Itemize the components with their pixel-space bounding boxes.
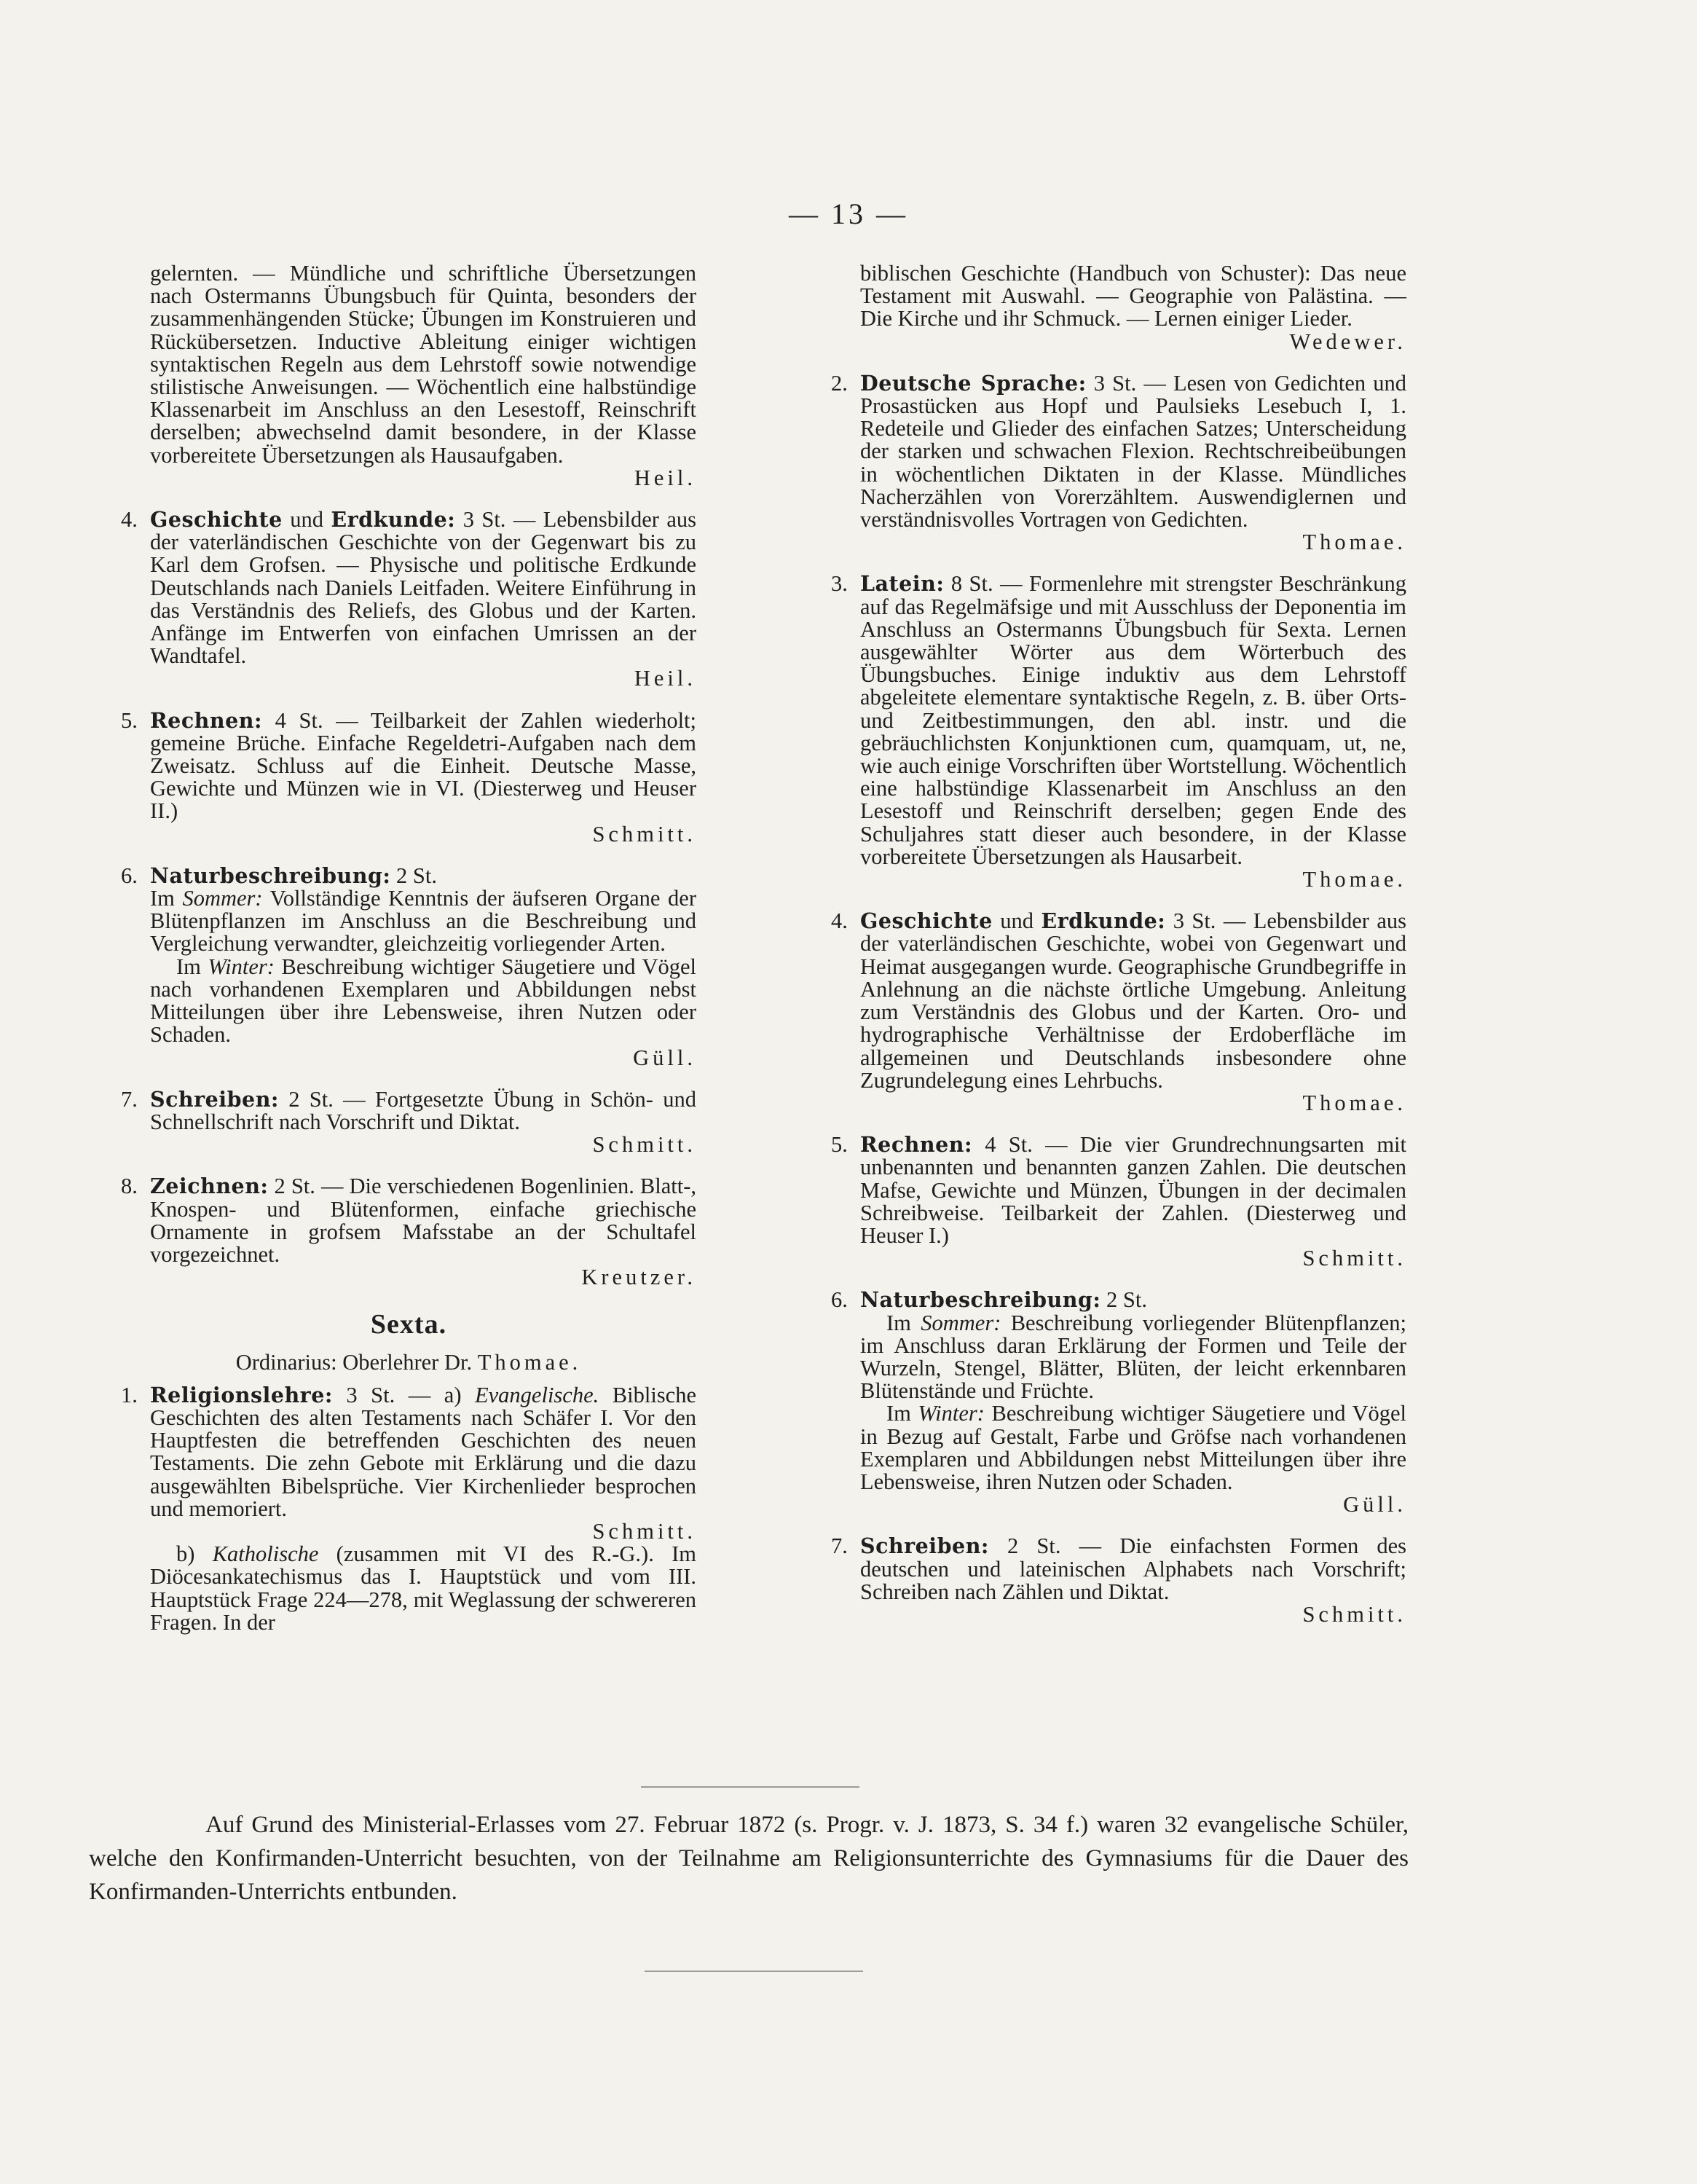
signature: Schmitt. [592,1518,696,1544]
page-number: — 13 — [789,197,908,230]
signature: Güll. [1343,1492,1406,1517]
item-number: 5. [831,1132,848,1158]
item-title: Deutsche Sprache: [860,370,1087,396]
text: und [992,908,1042,934]
ordinarius-line [121,1351,696,1374]
footnote-text: Auf Grund des Ministerial-Erlasses vom 27. Februar 1872 (s. Progr. v. J. 1873, S. 34 f.) waren 32 evangelische Schüler, welche den Konfirmanden-Unterricht besuchten, von der Teilnahme am Religionsunterrichte des Gymnasiums für die Dauer des Konfirmanden-Unterrichts entbunden. [89,1812,1409,1905]
item-title: Schreiben: [860,1533,989,1559]
text: 4 St. — Die vier Grundrechnungsarten mit unbenannten und benannten ganzen Zahlen. Die deutschen Mafse, Gewichte und Münzen, Übungen in der decimalen Schreibweise. Teilbarkeit der Zahlen. (Diesterweg und Heuser I.) [860,1132,1406,1248]
list-item [831,372,1406,554]
list-item [121,1384,696,1634]
teacher-name: Thomae. [477,1349,582,1375]
item-title: Naturbeschreibung: [150,863,391,888]
signature: Schmitt. [1302,1601,1406,1627]
list-item [121,865,696,1069]
text: Winter: [208,954,275,979]
signature: Schmitt. [592,1132,696,1158]
paragraph [150,1088,696,1134]
paragraph [150,956,696,1047]
paragraph: gelernten. — Mündliche und schriftliche Übersetzungen nach Ostermanns Übungsbuch für Quinta, besonders der zusammenhängenden Stücke; Übungen im Konstruieren und Rückübersetzen. Inductive Ableitung einiger wichtigen syntaktischen Regeln aus dem Lehrstoff sowie notwendige stilistische Anweisungen. — Wöchentlich eine halbstündige Klassenarbeit im Anschluss an den Lesestoff, Reinschrift derselben; abwechselnd damit besondere, in der Klasse vorbereitete Übersetzungen als Hausaufgaben. [150,261,696,468]
text: Evangelische. [475,1382,599,1407]
text: Beschreibung vorliegender Blütenpflanzen; im Anschluss daran Erklärung der Formen und Teile der Wurzeln, Stengel, Blätter, Blüten, der leicht erkennbaren Blütenstände und Früchte. [860,1310,1407,1404]
text: 3 St. — a) [332,1382,476,1407]
text: Winter: [918,1401,985,1426]
text: Beschreibung wichtiger Säugetiere und Vögel in Bezug auf Gestalt, Farbe und Gröfse nach vorhandenen Exemplaren und Abbildungen nebst Mitteilungen über ihre Lebensweise, ihren Nutzen oder Schaden. [860,1401,1406,1494]
text: Sommer: [182,886,263,911]
text: Beschreibung wichtiger Säugetiere und Vögel nach vorhandenen Exemplaren und Abbildungen nebst Mitteilungen über ihre Lebensweise, ihren Nutzen oder Schaden. [150,954,696,1048]
list-item [121,508,696,691]
paragraph [860,372,1406,531]
paragraph [150,508,696,667]
item-title: Latein: [860,571,945,597]
divider [645,1971,863,1972]
text: 3 St. — Lesen von Gedichten und Prosastücken aus Hopf und Paulsieks Lesebuch I, 1. Redeteile und Glieder des einfachen Satzes; Unterscheidung der starken und schwachen Flexion. Rechtschreibeübungen in wöchentlichen Diktaten in der Klasse. Mündliches Nacherzählen von Vorerzähltem. Auswendiglernen und verständnisvolles Vortragen von Gedichten. [860,370,1406,533]
item-number: 8. [121,1174,138,1199]
signature: Heil. [634,666,696,691]
signature: Kreutzer. [581,1265,696,1290]
left-continuation [121,262,696,490]
item-number: 6. [121,863,138,888]
paragraph [860,910,1406,1092]
text: 4 St. — Teilbarkeit der Zahlen wiederholt; gemeine Brüche. Einfache Regeldetri-Aufgaben nach dem Zweisatz. Schluss auf die Einheit. Deutsche Masse, Gewichte und Münzen wie in VI. (Diesterweg und Heuser II.) [150,707,696,824]
text: 3 St. — Lebensbilder aus der vaterländischen Geschichte von der Gegenwart bis zu Karl dem Grofsen. — Physische und politische Erdkunde Deutschlands nach Daniels Leitfaden. Weitere Einführung in das Verständnis des Reliefs, des Globus und der Karten. Anfänge im Entwerfen von einfachen Umrissen an der Wandtafel. [150,507,697,669]
text: Im [176,954,208,979]
list-item [831,1535,1406,1626]
text: Im [886,1310,921,1335]
text: Katholische [212,1541,319,1567]
item-title: Rechnen: [150,707,262,733]
item-number: 3. [831,571,848,597]
item-title: Geschichte [860,908,993,934]
paragraph: biblischen Geschichte (Handbuch von Schuster): Das neue Testament mit Auswahl. — Geographie von Palästina. — Die Kirche und ihr Schmuck. — Lernen einiger Lieder. [860,261,1406,331]
signature: Güll. [633,1045,696,1070]
text: Im [886,1401,918,1426]
signature: Thomae. [1302,530,1406,555]
text: 2 St. [390,863,437,888]
item-number: 6. [831,1287,848,1313]
list-item [121,707,696,847]
item-number: 4. [121,507,138,533]
text: 2 St. [1101,1287,1147,1313]
divider [641,1786,859,1788]
paragraph [860,1289,1406,1311]
paragraph [860,1402,1406,1493]
text: 8 St. — Formenlehre mit strengster Beschränkung auf das Regelmäfsige und mit Ausschluss der Deponentia im Anschluss an Ostermanns Übungsbuch für Sexta. Lernen ausgewählter Wörter aus dem Wörterbuch des Übungsbuches. Einige induktiv aus dem Lehrstoff abgeleitete elementare syntaktische Regeln, z. B. über Orts- und Zeitbestimmungen, den abl. instr. und die gebräuchlichsten Konjunktionen cum, quamquam, ut, ne, wie auch einige Vorschriften über Wortstellung. Wöchentlich eine halbstündige Klassenarbeit im Anschluss an den Lesestoff und Reinschrift derselben; gegen Ende des Schuljahres statt dieser auch besondere, in der Klasse vorbereitete Übersetzungen als Hausarbeit. [860,571,1406,869]
item-title: Rechnen: [860,1132,972,1158]
text: Ordinarius: Oberlehrer Dr. [235,1349,473,1375]
list-item [831,573,1406,891]
paragraph [860,1312,1406,1403]
signature: Thomae. [1302,1090,1406,1115]
paragraph [150,887,696,956]
text: 3 St. — Lebensbilder aus der vaterländischen Geschichte, wobei von Gegenwart und Heimat ausgegangen wurde. Geographische Grundbegriffe in Anlehnung an die nächste örtliche Umgebung. Anleitung zum Verständnis des Globus und der Karten. Oro- und hydrographische Verhältnisse der Erdoberfläche im allgemeinen und Deutschlands insbesondere ohne Zugrundelegung eines Lehrbuchs. [860,908,1407,1093]
text: 2 St. — Die einfachsten Formen des deutschen und lateinischen Alphabets nach Vorschrift; Schreiben nach Zählen und Diktat. [860,1533,1406,1604]
list-item [831,1134,1406,1270]
paragraph [150,1543,696,1634]
paragraph [150,1384,696,1520]
signature: Schmitt. [592,821,696,847]
item-number: 4. [831,908,848,934]
signature: Schmitt. [1302,1246,1406,1271]
text: Biblische Geschichten des alten Testaments nach Schäfer I. Vor den Hauptfesten die betreffenden Geschichten des neuen Testaments. Die zehn Gebote mit Erklärung und die dazu ausgewählten Bibelsprüche. Vier Kirchenlieder besprochen und memoriert. [150,1382,696,1521]
list-item [121,1088,696,1157]
signature: Heil. [634,465,696,490]
item-title: Schreiben: [150,1086,279,1112]
list-item [121,1175,696,1289]
list-item [831,910,1406,1115]
paragraph [860,1134,1406,1247]
text: Sommer: [921,1310,1001,1335]
text: (zusammen mit VI des R.-G.). Im Diöcesankatechismus das I. Hauptstück und vom III. Hauptstück Frage 224—278, mit Weglassung der schwereren Fragen. In der [150,1541,696,1635]
item-number: 5. [121,707,138,733]
item-title: Erdkunde: [331,507,456,533]
text: Vollständige Kenntnis der äufseren Organe der Blütenpflanzen im Anschluss an die Beschreibung und Vergleichung verwandter, gleichzeitig vorliegender Arten. [150,886,696,957]
item-number: 2. [831,370,848,396]
item-number: 7. [121,1086,138,1112]
paragraph [150,865,696,887]
item-title: Erdkunde: [1041,908,1166,934]
item-number: 1. [121,1382,138,1407]
signature: Thomae. [1302,867,1406,892]
text: Im [150,886,183,911]
section-heading: Sexta. [370,1309,447,1340]
text: b) [176,1541,213,1567]
paragraph [860,1535,1406,1603]
text: 2 St. — Die verschiedenen Bogenlinien. Blatt-, Knospen- und Blütenformen, einfache griechische Ornamente in grofsem Mafsstabe an der Schultafel vorgezeichnet. [150,1174,696,1267]
signature: Wedewer. [1289,329,1406,354]
item-title: Geschichte [150,507,283,533]
text: 2 St. — Fortgesetzte Übung in Schön- und Schnellschrift nach Vorschrift und Diktat. [150,1086,696,1134]
item-title: Religionslehre: [150,1382,333,1407]
paragraph [860,573,1406,868]
footnote [89,1808,1409,1909]
paragraph [150,1175,696,1266]
paragraph [150,707,696,824]
left-column [121,262,696,1653]
right-column [831,262,1406,1645]
list-item [831,1289,1406,1516]
item-title: Zeichnen: [150,1174,269,1199]
text: und [282,507,331,533]
item-title: Naturbeschreibung: [860,1287,1101,1313]
right-continuation [831,262,1406,353]
item-number: 7. [831,1533,848,1559]
